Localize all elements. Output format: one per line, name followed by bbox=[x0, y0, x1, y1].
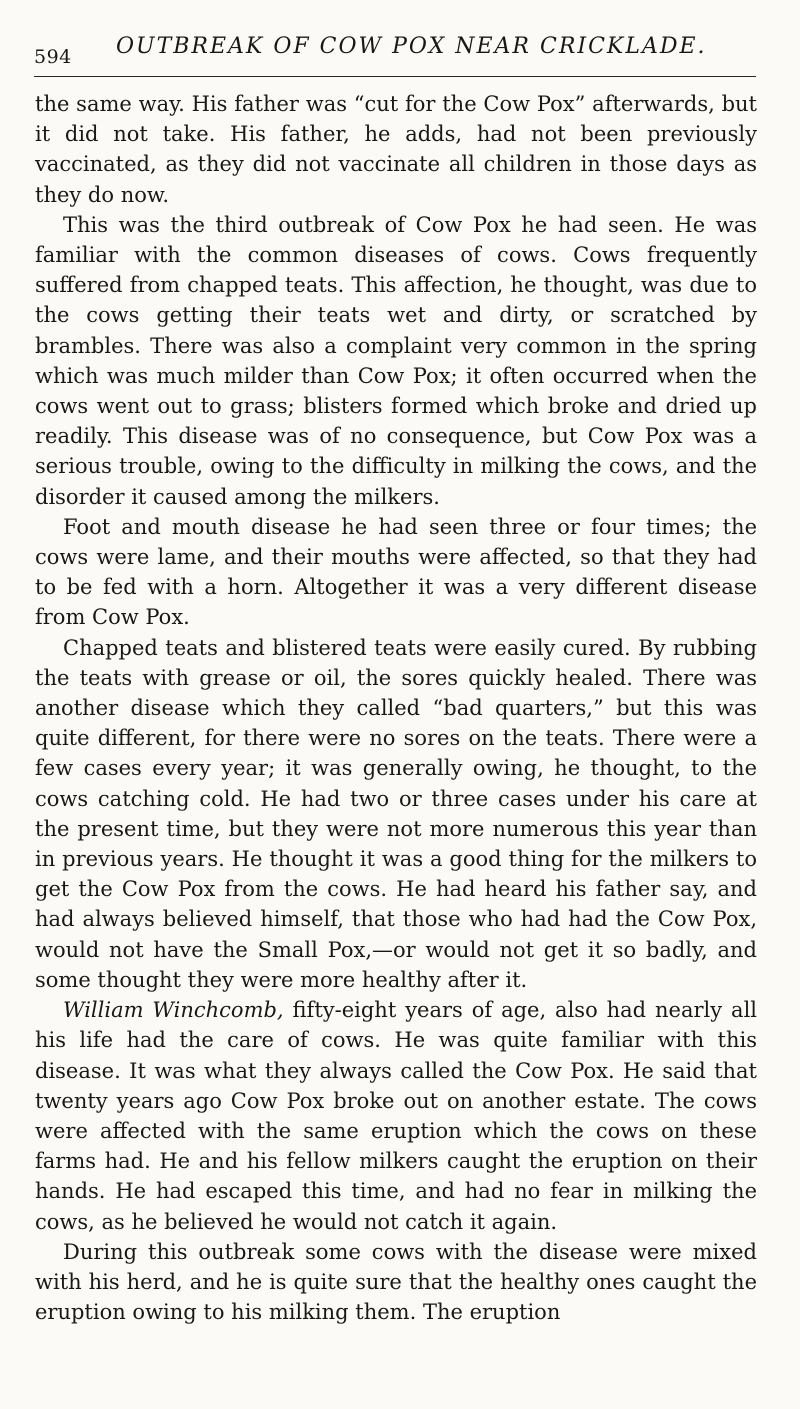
person-name: William Winchcomb, bbox=[63, 998, 284, 1023]
paragraph-6: During this outbreak some cows with the disease were mixed with his herd, and he is quite sure that the healthy ones caught the eruption owing to his milking them. The eruption bbox=[35, 1239, 757, 1325]
running-title: OUTBREAK OF COW POX NEAR CRICKLADE. bbox=[116, 34, 707, 59]
paragraph-4: Chapped teats and blistered teats were easily cured. By rubbing the teats with grease or oil, the sores quickly healed. There was another disease which they called “bad quarters,” but this was quite different, for there were no sores on the teats. There were a few cases every year; it was generally owing, he thought, to the cows catching cold. He had two or three cases under his care at the present time, but they were not more numerous this year than in previous years. He thought it was a good thing for the milkers to get the Cow Pox from the cows. He had heard his father say, and had always believed himself, that those who had had the Cow Pox, would not have the Small Pox,—or would not get it so badly, and some thought they were more healthy after it. bbox=[35, 635, 757, 992]
page-number: 594 bbox=[34, 46, 72, 68]
header-rule bbox=[34, 76, 756, 77]
paragraph-3: Foot and mouth disease he had seen three or four times; the cows were lame, and their mouths were affected, so that they had to be fed with a horn. Altogether it was a very different disease from Cow Pox. bbox=[35, 514, 757, 630]
paragraph-2: This was the third outbreak of Cow Pox he had seen. He was familiar with the common diseases of cows. Cows frequently suffered from chapped teats. This affection, he thought, was due to the cows getting their teats wet and dirty, or scratched by brambles. There was also a complaint very common in the spring which was much milder than Cow Pox; it often occurred when the cows went out to grass; blisters formed which broke and dried up readily. This disease was of no consequence, but Cow Pox was a serious trouble, owing to the difficulty in milking the cows, and the disorder it caused among the milkers. bbox=[35, 212, 757, 509]
page-header bbox=[34, 30, 764, 80]
paragraph-5 bbox=[35, 995, 757, 1237]
paragraph-5-text: fifty-eight years of age, also had nearly all his life had the care of cows. He was quite familiar with this disease. It was what they always called the Cow Pox. He said that twenty years ago Cow Pox broke out on another estate. The cows were affected with the same eruption which the cows on these farms had. He and his fellow milkers caught the eruption on their hands. He had escaped this time, and had no fear in milking the cows, as he believed he would not catch it again. bbox=[35, 998, 757, 1234]
body-text bbox=[35, 89, 757, 1327]
paragraph-1: the same way. His father was “cut for the Cow Pox” afterwards, but it did not take. His father, he adds, had not been previously vaccinated, as they did not vaccinate all children in those days as they do now. bbox=[35, 92, 757, 207]
